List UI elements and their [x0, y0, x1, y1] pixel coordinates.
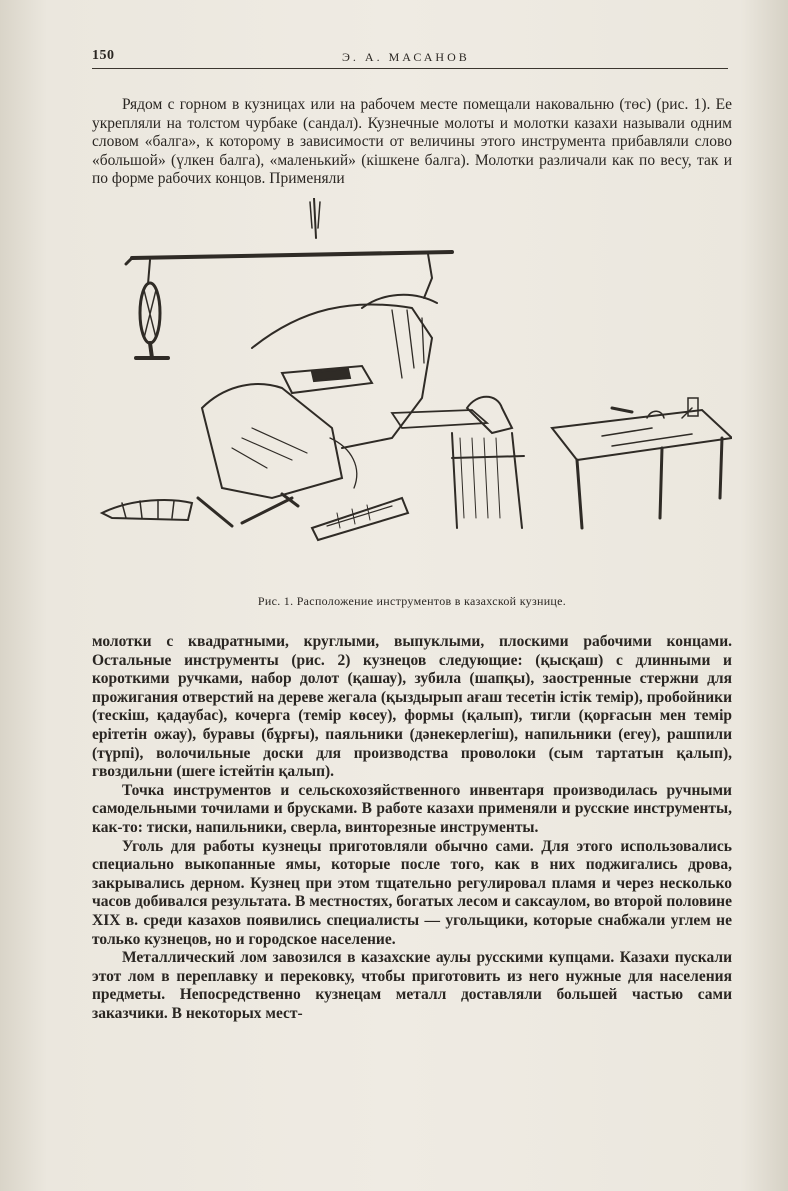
figure-1 [92, 198, 732, 608]
text-block-top [92, 96, 732, 189]
blacksmith-tools-illustration [92, 198, 732, 588]
paragraph: Точка инструментов и сельскохозяйственного инвентаря производилась ручными самодельными точилами и брусками. В работе казахи применяли и русские инструменты, как-то: тиски, напильники, сверла, винторезные инструменты. [92, 781, 732, 836]
paragraph: Металлический лом завозился в казахские аулы русскими купцами. Казахи пускали этот лом в переплавку и перековку, чтобы приготовить из него нужные для населения предметы. Непосредственно кузнецам металл доставляли большей частью сами заказчики. В некоторых мест- [92, 949, 732, 1022]
header-rule [92, 68, 728, 69]
page-header [92, 48, 728, 74]
paragraph: молотки с квадратными, круглыми, выпуклыми, плоскими рабочими концами. Остальные инструменты (рис. 2) кузнецов следующие: (қысқаш) с длинными и короткими ручками, набор долот (қашау), зубила (шапқы), заостренные стержни для прожигания отверстий на дереве жегала (қыздырып ағаш тесетін істік темір), пробойники (тескіш, қадаубас), кочерга (темір көсеу), формы (қалып), тигли (қорғасын мен темір ерітетін ожау), буравы (бұрғы), паяльники (дәнекерлегіш), напильники (егеу), рашпили (түрпі), волочильные доски для производства проволоки (сым тартатын қалып), гвоздильни (шеге істейтін қалып). [92, 633, 732, 781]
paragraph: Рядом с горном в кузницах или на рабочем месте помещали наковальню (төс) (рис. 1). Ее укрепляли на толстом чурбаке (сандал). Кузнечные молоты и молотки казахи называли одним словом «балга», к которому в зависимости от величины этого инструмента прибавляли слово «большой» (үлкен балга), «маленький» (кішкене балга). Молотки различали как по весу, так и по форме рабочих концов. Применяли [92, 96, 732, 188]
running-head: Э. А. МАСАНОВ [342, 50, 470, 64]
figure-caption: Рис. 1. Расположение инструментов в казахской кузнице. [257, 594, 567, 608]
page-number: 150 [92, 48, 115, 63]
paragraph: Уголь для работы кузнецы приготовляли обычно сами. Для этого использовались специально выкопанные ямы, которые после того, как в них поджигались дрова, закрывались дерном. Кузнец при этом тщательно регулировал пламя и через несколько часов добивался результата. В местностях, богатых лесом и саксаулом, во второй половине XIX в. среди казахов появились специалисты — угольщики, которые снабжали углем не только кузнецов, но и городское население. [92, 837, 732, 948]
text-block-bottom [92, 633, 732, 1023]
